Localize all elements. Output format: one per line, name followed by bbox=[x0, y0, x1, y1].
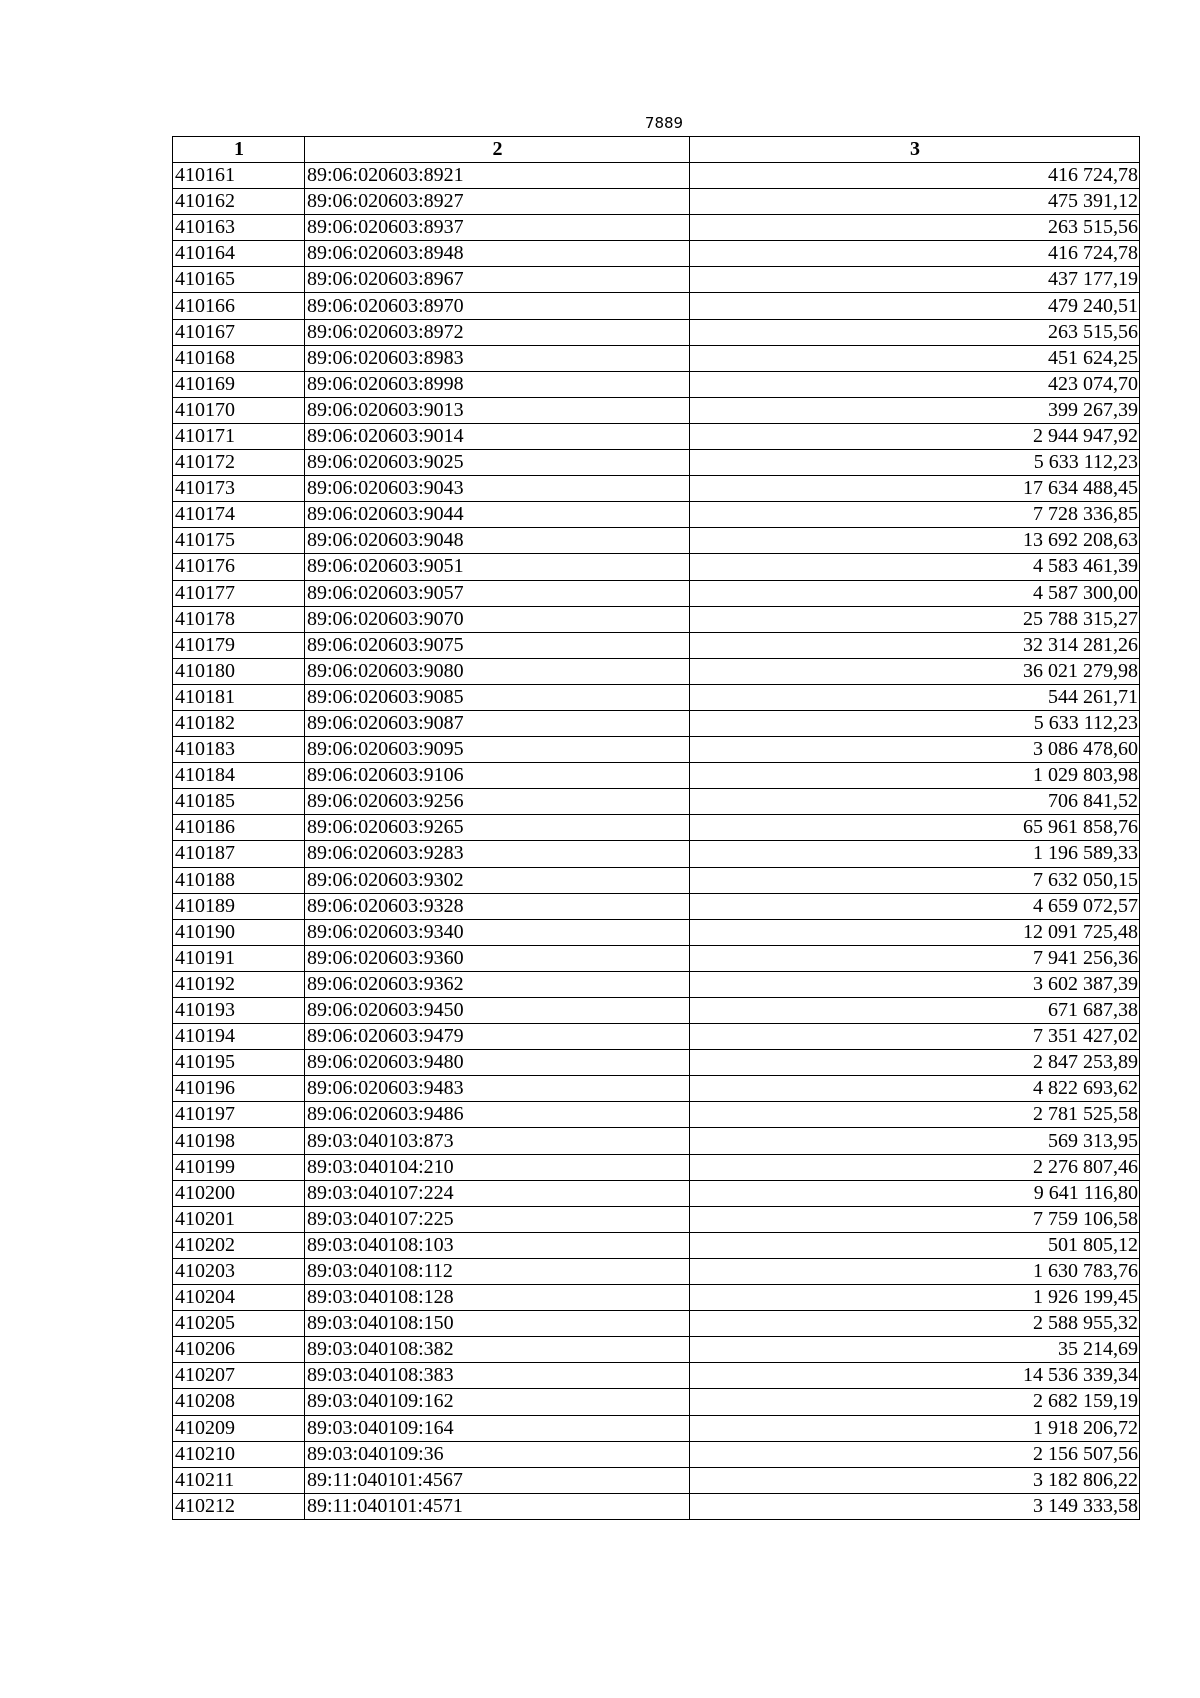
value-cell: 9 641 116,80 bbox=[690, 1180, 1140, 1206]
table-row bbox=[173, 397, 1140, 423]
value-cell: 2 588 955,32 bbox=[690, 1311, 1140, 1337]
table-row bbox=[173, 945, 1140, 971]
row-number-cell: 410212 bbox=[173, 1493, 305, 1519]
page-number: 7889 bbox=[644, 114, 684, 132]
cadastral-number-cell: 89:06:020603:9362 bbox=[305, 971, 690, 997]
row-number-cell: 410197 bbox=[173, 1102, 305, 1128]
cadastral-number-cell: 89:06:020603:9360 bbox=[305, 945, 690, 971]
table-row bbox=[173, 450, 1140, 476]
value-cell: 569 313,95 bbox=[690, 1128, 1140, 1154]
cadastral-number-cell: 89:06:020603:9328 bbox=[305, 893, 690, 919]
row-number-cell: 410177 bbox=[173, 580, 305, 606]
column-header-3: 3 bbox=[690, 137, 1140, 163]
row-number-cell: 410202 bbox=[173, 1232, 305, 1258]
row-number-cell: 410181 bbox=[173, 684, 305, 710]
row-number-cell: 410188 bbox=[173, 867, 305, 893]
cadastral-number-cell: 89:03:040109:162 bbox=[305, 1389, 690, 1415]
table-row bbox=[173, 1128, 1140, 1154]
value-cell: 1 926 199,45 bbox=[690, 1285, 1140, 1311]
row-number-cell: 410189 bbox=[173, 893, 305, 919]
row-number-cell: 410165 bbox=[173, 267, 305, 293]
cadastral-number-cell: 89:06:020603:9340 bbox=[305, 919, 690, 945]
cadastral-number-cell: 89:03:040104:210 bbox=[305, 1154, 690, 1180]
row-number-cell: 410170 bbox=[173, 397, 305, 423]
table-row bbox=[173, 1415, 1140, 1441]
table-row bbox=[173, 763, 1140, 789]
value-cell: 1 918 206,72 bbox=[690, 1415, 1140, 1441]
row-number-cell: 410175 bbox=[173, 528, 305, 554]
cadastral-number-cell: 89:03:040108:150 bbox=[305, 1311, 690, 1337]
table-row bbox=[173, 163, 1140, 189]
value-cell: 423 074,70 bbox=[690, 371, 1140, 397]
table-row bbox=[173, 502, 1140, 528]
table-row bbox=[173, 919, 1140, 945]
row-number-cell: 410184 bbox=[173, 763, 305, 789]
row-number-cell: 410208 bbox=[173, 1389, 305, 1415]
table-row bbox=[173, 241, 1140, 267]
value-cell: 3 149 333,58 bbox=[690, 1493, 1140, 1519]
value-cell: 12 091 725,48 bbox=[690, 919, 1140, 945]
row-number-cell: 410191 bbox=[173, 945, 305, 971]
value-cell: 2 944 947,92 bbox=[690, 423, 1140, 449]
value-cell: 544 261,71 bbox=[690, 684, 1140, 710]
value-cell: 32 314 281,26 bbox=[690, 632, 1140, 658]
value-cell: 263 515,56 bbox=[690, 215, 1140, 241]
value-cell: 437 177,19 bbox=[690, 267, 1140, 293]
table-row bbox=[173, 632, 1140, 658]
row-number-cell: 410166 bbox=[173, 293, 305, 319]
cadastral-number-cell: 89:06:020603:9480 bbox=[305, 1050, 690, 1076]
row-number-cell: 410205 bbox=[173, 1311, 305, 1337]
cadastral-number-cell: 89:06:020603:9014 bbox=[305, 423, 690, 449]
table-row bbox=[173, 1232, 1140, 1258]
row-number-cell: 410171 bbox=[173, 423, 305, 449]
table-row bbox=[173, 1076, 1140, 1102]
cadastral-number-cell: 89:06:020603:9087 bbox=[305, 710, 690, 736]
row-number-cell: 410199 bbox=[173, 1154, 305, 1180]
table-row bbox=[173, 345, 1140, 371]
value-cell: 451 624,25 bbox=[690, 345, 1140, 371]
table-row bbox=[173, 371, 1140, 397]
row-number-cell: 410176 bbox=[173, 554, 305, 580]
value-cell: 36 021 279,98 bbox=[690, 658, 1140, 684]
table-row bbox=[173, 1311, 1140, 1337]
table-row bbox=[173, 476, 1140, 502]
cadastral-number-cell: 89:06:020603:9085 bbox=[305, 684, 690, 710]
cadastral-number-cell: 89:06:020603:9265 bbox=[305, 815, 690, 841]
cadastral-number-cell: 89:06:020603:9075 bbox=[305, 632, 690, 658]
row-number-cell: 410182 bbox=[173, 710, 305, 736]
row-number-cell: 410179 bbox=[173, 632, 305, 658]
row-number-cell: 410172 bbox=[173, 450, 305, 476]
row-number-cell: 410178 bbox=[173, 606, 305, 632]
row-number-cell: 410194 bbox=[173, 1024, 305, 1050]
row-number-cell: 410200 bbox=[173, 1180, 305, 1206]
value-cell: 706 841,52 bbox=[690, 789, 1140, 815]
value-cell: 4 587 300,00 bbox=[690, 580, 1140, 606]
cadastral-number-cell: 89:03:040108:112 bbox=[305, 1258, 690, 1284]
table-row bbox=[173, 528, 1140, 554]
row-number-cell: 410161 bbox=[173, 163, 305, 189]
row-number-cell: 410187 bbox=[173, 841, 305, 867]
cadastral-number-cell: 89:06:020603:9106 bbox=[305, 763, 690, 789]
row-number-cell: 410168 bbox=[173, 345, 305, 371]
value-cell: 479 240,51 bbox=[690, 293, 1140, 319]
column-header-2: 2 bbox=[305, 137, 690, 163]
table-row bbox=[173, 1337, 1140, 1363]
table-header-row bbox=[173, 137, 1140, 163]
value-cell: 2 847 253,89 bbox=[690, 1050, 1140, 1076]
table-row bbox=[173, 319, 1140, 345]
row-number-cell: 410211 bbox=[173, 1467, 305, 1493]
table-row bbox=[173, 841, 1140, 867]
table-row bbox=[173, 580, 1140, 606]
value-cell: 416 724,78 bbox=[690, 241, 1140, 267]
table-row bbox=[173, 658, 1140, 684]
row-number-cell: 410210 bbox=[173, 1441, 305, 1467]
cadastral-number-cell: 89:03:040103:873 bbox=[305, 1128, 690, 1154]
cadastral-number-cell: 89:03:040107:224 bbox=[305, 1180, 690, 1206]
table-row bbox=[173, 893, 1140, 919]
row-number-cell: 410173 bbox=[173, 476, 305, 502]
column-header-1: 1 bbox=[173, 137, 305, 163]
cadastral-number-cell: 89:06:020603:9051 bbox=[305, 554, 690, 580]
table-row bbox=[173, 1363, 1140, 1389]
value-cell: 399 267,39 bbox=[690, 397, 1140, 423]
cadastral-number-cell: 89:06:020603:8967 bbox=[305, 267, 690, 293]
value-cell: 671 687,38 bbox=[690, 998, 1140, 1024]
cadastral-number-cell: 89:06:020603:9080 bbox=[305, 658, 690, 684]
value-cell: 7 351 427,02 bbox=[690, 1024, 1140, 1050]
table-row bbox=[173, 1024, 1140, 1050]
cadastral-number-cell: 89:03:040108:103 bbox=[305, 1232, 690, 1258]
value-cell: 17 634 488,45 bbox=[690, 476, 1140, 502]
table-row bbox=[173, 267, 1140, 293]
cadastral-number-cell: 89:06:020603:9025 bbox=[305, 450, 690, 476]
cadastral-number-cell: 89:06:020603:9302 bbox=[305, 867, 690, 893]
cadastral-number-cell: 89:03:040108:128 bbox=[305, 1285, 690, 1311]
cadastral-number-cell: 89:03:040109:164 bbox=[305, 1415, 690, 1441]
value-cell: 5 633 112,23 bbox=[690, 450, 1140, 476]
row-number-cell: 410162 bbox=[173, 189, 305, 215]
cadastral-number-cell: 89:06:020603:9070 bbox=[305, 606, 690, 632]
row-number-cell: 410198 bbox=[173, 1128, 305, 1154]
cadastral-number-cell: 89:06:020603:8972 bbox=[305, 319, 690, 345]
cadastral-number-cell: 89:11:040101:4571 bbox=[305, 1493, 690, 1519]
value-cell: 7 941 256,36 bbox=[690, 945, 1140, 971]
cadastral-number-cell: 89:06:020603:8970 bbox=[305, 293, 690, 319]
row-number-cell: 410167 bbox=[173, 319, 305, 345]
table-body bbox=[173, 163, 1140, 1520]
value-cell: 1 029 803,98 bbox=[690, 763, 1140, 789]
table-row bbox=[173, 1050, 1140, 1076]
table-row bbox=[173, 710, 1140, 736]
row-number-cell: 410186 bbox=[173, 815, 305, 841]
cadastral-number-cell: 89:06:020603:9043 bbox=[305, 476, 690, 502]
cadastral-number-cell: 89:11:040101:4567 bbox=[305, 1467, 690, 1493]
cadastral-number-cell: 89:06:020603:9256 bbox=[305, 789, 690, 815]
cadastral-number-cell: 89:06:020603:9486 bbox=[305, 1102, 690, 1128]
cadastral-number-cell: 89:06:020603:9057 bbox=[305, 580, 690, 606]
cadastral-number-cell: 89:06:020603:9044 bbox=[305, 502, 690, 528]
table-row bbox=[173, 815, 1140, 841]
table-row bbox=[173, 1206, 1140, 1232]
row-number-cell: 410195 bbox=[173, 1050, 305, 1076]
row-number-cell: 410190 bbox=[173, 919, 305, 945]
table-row bbox=[173, 737, 1140, 763]
table-row bbox=[173, 1389, 1140, 1415]
value-cell: 4 822 693,62 bbox=[690, 1076, 1140, 1102]
row-number-cell: 410180 bbox=[173, 658, 305, 684]
value-cell: 4 583 461,39 bbox=[690, 554, 1140, 580]
table-row bbox=[173, 554, 1140, 580]
value-cell: 4 659 072,57 bbox=[690, 893, 1140, 919]
value-cell: 416 724,78 bbox=[690, 163, 1140, 189]
value-cell: 14 536 339,34 bbox=[690, 1363, 1140, 1389]
cadastral-number-cell: 89:06:020603:8983 bbox=[305, 345, 690, 371]
value-cell: 25 788 315,27 bbox=[690, 606, 1140, 632]
table-row bbox=[173, 189, 1140, 215]
cadastral-number-cell: 89:03:040108:383 bbox=[305, 1363, 690, 1389]
cadastral-number-cell: 89:03:040109:36 bbox=[305, 1441, 690, 1467]
value-cell: 35 214,69 bbox=[690, 1337, 1140, 1363]
table-row bbox=[173, 1180, 1140, 1206]
value-cell: 2 682 159,19 bbox=[690, 1389, 1140, 1415]
value-cell: 2 156 507,56 bbox=[690, 1441, 1140, 1467]
value-cell: 7 759 106,58 bbox=[690, 1206, 1140, 1232]
row-number-cell: 410174 bbox=[173, 502, 305, 528]
row-number-cell: 410207 bbox=[173, 1363, 305, 1389]
value-cell: 3 182 806,22 bbox=[690, 1467, 1140, 1493]
row-number-cell: 410193 bbox=[173, 998, 305, 1024]
row-number-cell: 410185 bbox=[173, 789, 305, 815]
row-number-cell: 410204 bbox=[173, 1285, 305, 1311]
value-cell: 65 961 858,76 bbox=[690, 815, 1140, 841]
value-cell: 475 391,12 bbox=[690, 189, 1140, 215]
table-row bbox=[173, 1154, 1140, 1180]
row-number-cell: 410203 bbox=[173, 1258, 305, 1284]
row-number-cell: 410206 bbox=[173, 1337, 305, 1363]
cadastral-number-cell: 89:06:020603:9450 bbox=[305, 998, 690, 1024]
cadastral-number-cell: 89:06:020603:9479 bbox=[305, 1024, 690, 1050]
row-number-cell: 410196 bbox=[173, 1076, 305, 1102]
value-cell: 1 630 783,76 bbox=[690, 1258, 1140, 1284]
row-number-cell: 410163 bbox=[173, 215, 305, 241]
value-cell: 2 276 807,46 bbox=[690, 1154, 1140, 1180]
cadastral-number-cell: 89:06:020603:9095 bbox=[305, 737, 690, 763]
value-cell: 3 602 387,39 bbox=[690, 971, 1140, 997]
table-row bbox=[173, 423, 1140, 449]
table-row bbox=[173, 215, 1140, 241]
value-cell: 2 781 525,58 bbox=[690, 1102, 1140, 1128]
cadastral-number-cell: 89:06:020603:8937 bbox=[305, 215, 690, 241]
value-cell: 7 728 336,85 bbox=[690, 502, 1140, 528]
data-table bbox=[172, 136, 1140, 1520]
row-number-cell: 410192 bbox=[173, 971, 305, 997]
cadastral-number-cell: 89:06:020603:8998 bbox=[305, 371, 690, 397]
table-row bbox=[173, 1102, 1140, 1128]
table-row bbox=[173, 684, 1140, 710]
table-row bbox=[173, 971, 1140, 997]
table-row bbox=[173, 998, 1140, 1024]
table-row bbox=[173, 1467, 1140, 1493]
value-cell: 501 805,12 bbox=[690, 1232, 1140, 1258]
table-row bbox=[173, 293, 1140, 319]
cadastral-number-cell: 89:03:040108:382 bbox=[305, 1337, 690, 1363]
row-number-cell: 410209 bbox=[173, 1415, 305, 1441]
value-cell: 7 632 050,15 bbox=[690, 867, 1140, 893]
row-number-cell: 410183 bbox=[173, 737, 305, 763]
cadastral-number-cell: 89:06:020603:9013 bbox=[305, 397, 690, 423]
row-number-cell: 410164 bbox=[173, 241, 305, 267]
cadastral-number-cell: 89:03:040107:225 bbox=[305, 1206, 690, 1232]
table-row bbox=[173, 1285, 1140, 1311]
cadastral-number-cell: 89:06:020603:8921 bbox=[305, 163, 690, 189]
value-cell: 263 515,56 bbox=[690, 319, 1140, 345]
value-cell: 13 692 208,63 bbox=[690, 528, 1140, 554]
cadastral-number-cell: 89:06:020603:9483 bbox=[305, 1076, 690, 1102]
value-cell: 3 086 478,60 bbox=[690, 737, 1140, 763]
value-cell: 5 633 112,23 bbox=[690, 710, 1140, 736]
table-row bbox=[173, 867, 1140, 893]
table-row bbox=[173, 606, 1140, 632]
table-row bbox=[173, 789, 1140, 815]
cadastral-number-cell: 89:06:020603:9283 bbox=[305, 841, 690, 867]
table-row bbox=[173, 1493, 1140, 1519]
row-number-cell: 410169 bbox=[173, 371, 305, 397]
row-number-cell: 410201 bbox=[173, 1206, 305, 1232]
table-row bbox=[173, 1441, 1140, 1467]
cadastral-number-cell: 89:06:020603:8948 bbox=[305, 241, 690, 267]
cadastral-number-cell: 89:06:020603:9048 bbox=[305, 528, 690, 554]
cadastral-number-cell: 89:06:020603:8927 bbox=[305, 189, 690, 215]
table-row bbox=[173, 1258, 1140, 1284]
value-cell: 1 196 589,33 bbox=[690, 841, 1140, 867]
